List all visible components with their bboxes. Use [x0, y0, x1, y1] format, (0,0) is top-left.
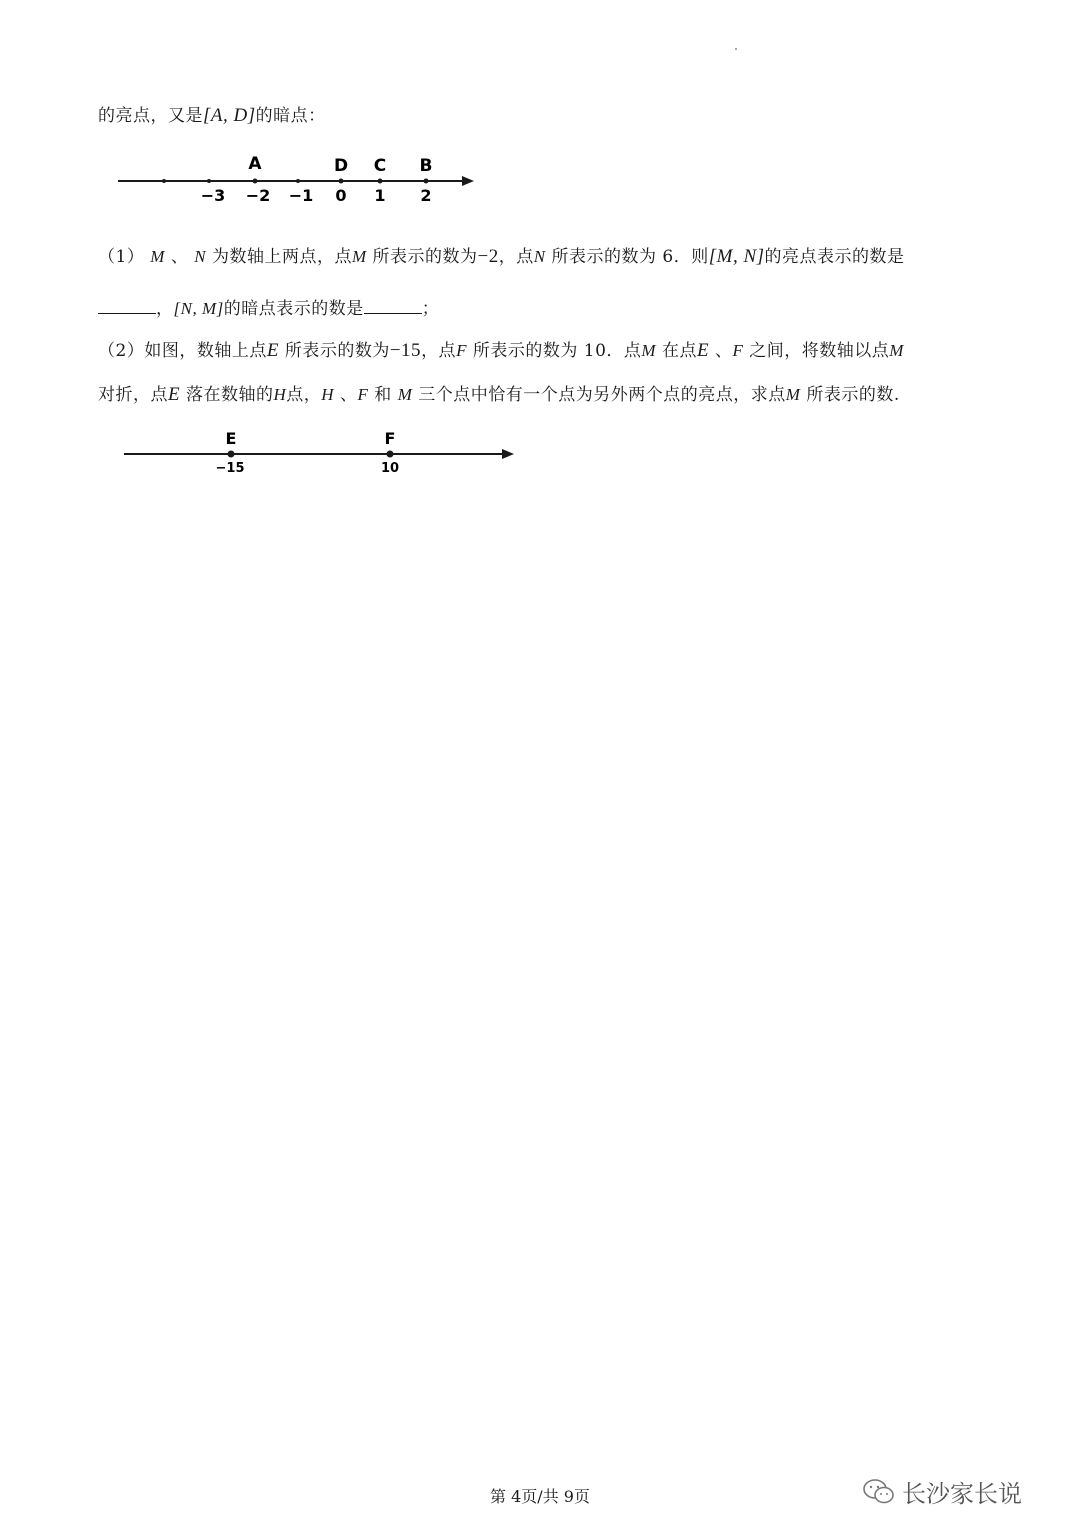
q1-text-6: 的暗点表示的数是 [223, 299, 364, 319]
watermark [862, 1474, 1022, 1509]
answer-blank-1[interactable] [98, 298, 156, 314]
page-footer: 第 4页/共 9页 [490, 1487, 590, 1506]
tick-label-1: 1 [374, 186, 386, 205]
interval-NM: [N, M] [173, 299, 224, 318]
value-neg15: −15 [389, 340, 422, 361]
tick-label-neg1: −1 [288, 186, 314, 205]
q2-text-8: 落在数轴的 [186, 385, 274, 405]
question-1-line-2 [98, 294, 439, 319]
point-label-D: D [333, 156, 349, 176]
q1-text-5: 的亮点表示的数是 [764, 247, 905, 267]
question-2-line-1 [98, 336, 904, 362]
tick-dot-neg1 [296, 179, 300, 183]
answer-blank-2[interactable] [364, 298, 422, 314]
tick-dot-neg2 [253, 179, 258, 184]
q2-lead: （2）如图，数轴上点 [98, 341, 267, 361]
point-F-dot [387, 451, 394, 458]
number-line-2 [118, 424, 528, 480]
point-E-dot [228, 451, 235, 458]
q2-text-5: 、 [715, 341, 733, 361]
q2-text-6: 之间，将数轴以点 [749, 341, 890, 361]
tick-label-neg2: −2 [245, 186, 271, 205]
watermark-text: 长沙家长说 [902, 1480, 1022, 1508]
q1-number: （1） [98, 247, 145, 267]
q1-sep-2: ， [156, 299, 174, 319]
var-H: H [273, 385, 287, 404]
stray-dot [735, 48, 737, 50]
q1-text-1: 为数轴上两点，点 [211, 247, 352, 267]
q2-text-4: 在点 [661, 341, 697, 361]
interval-AD: [A, D] [203, 105, 256, 126]
q1-sep: 、 [170, 247, 189, 267]
var-H: H [321, 385, 335, 404]
interval-MN: [M, N] [708, 246, 765, 267]
var-M: M [351, 247, 367, 266]
q2-text-3: 所表示的数为 10．点 [472, 341, 642, 361]
intro-line [98, 101, 326, 127]
point-label-E: E [225, 429, 237, 448]
question-1-line-1 [98, 242, 905, 268]
var-E: E [168, 384, 181, 405]
number-line-1 [110, 150, 480, 210]
tick-label-2: 2 [420, 186, 432, 205]
var-F: F [732, 341, 744, 360]
q1-text-4: 所表示的数为 6．则 [551, 247, 709, 267]
tick-label-10: 10 [380, 461, 400, 476]
q2-text-7: 对折，点 [98, 385, 168, 405]
var-E: E [696, 340, 710, 361]
tick-label-neg3: −3 [200, 186, 226, 205]
var-M: M [889, 341, 904, 360]
question-2-line-2 [98, 380, 900, 406]
tick-dot-neg4 [162, 179, 166, 183]
point-label-C: C [373, 156, 387, 176]
q2-text-10: 、 [339, 385, 358, 405]
tick-label-neg15: −15 [215, 461, 245, 476]
var-M: M [785, 385, 801, 404]
value-neg2: −2 [477, 246, 499, 267]
point-label-F: F [384, 429, 396, 448]
var-M: M [150, 247, 165, 266]
tick-dot-0 [339, 179, 344, 184]
q1-end: ； [421, 299, 440, 319]
point-label-A: A [248, 154, 262, 174]
var-N: N [533, 247, 546, 266]
tick-dot-2 [424, 179, 429, 184]
tick-dot-1 [378, 179, 383, 184]
q1-text-3: ，点 [498, 247, 534, 267]
var-E: E [266, 340, 279, 361]
q1-text-2: 所表示的数为 [372, 247, 478, 267]
var-F: F [456, 341, 467, 360]
point-label-B: B [419, 156, 433, 176]
q2-text-11: 和 [374, 385, 392, 405]
q2-text-1: 所表示的数为 [284, 341, 390, 361]
tick-dot-neg3 [207, 179, 211, 183]
wechat-icon [862, 1477, 896, 1507]
tick-label-0: 0 [335, 186, 347, 205]
var-N: N [194, 247, 207, 266]
q2-text-12: 三个点中恰有一个点为另外两个点的亮点，求点 [418, 385, 786, 405]
var-M: M [641, 341, 657, 360]
intro-suffix: 的暗点： [255, 106, 326, 126]
intro-prefix: 的亮点，又是 [98, 106, 203, 126]
q2-text-9: 点， [286, 385, 322, 405]
q2-text-13: 所表示的数. [806, 385, 900, 405]
q2-text-2: ，点 [421, 341, 457, 361]
var-F: F [357, 385, 369, 404]
var-M: M [397, 385, 413, 404]
